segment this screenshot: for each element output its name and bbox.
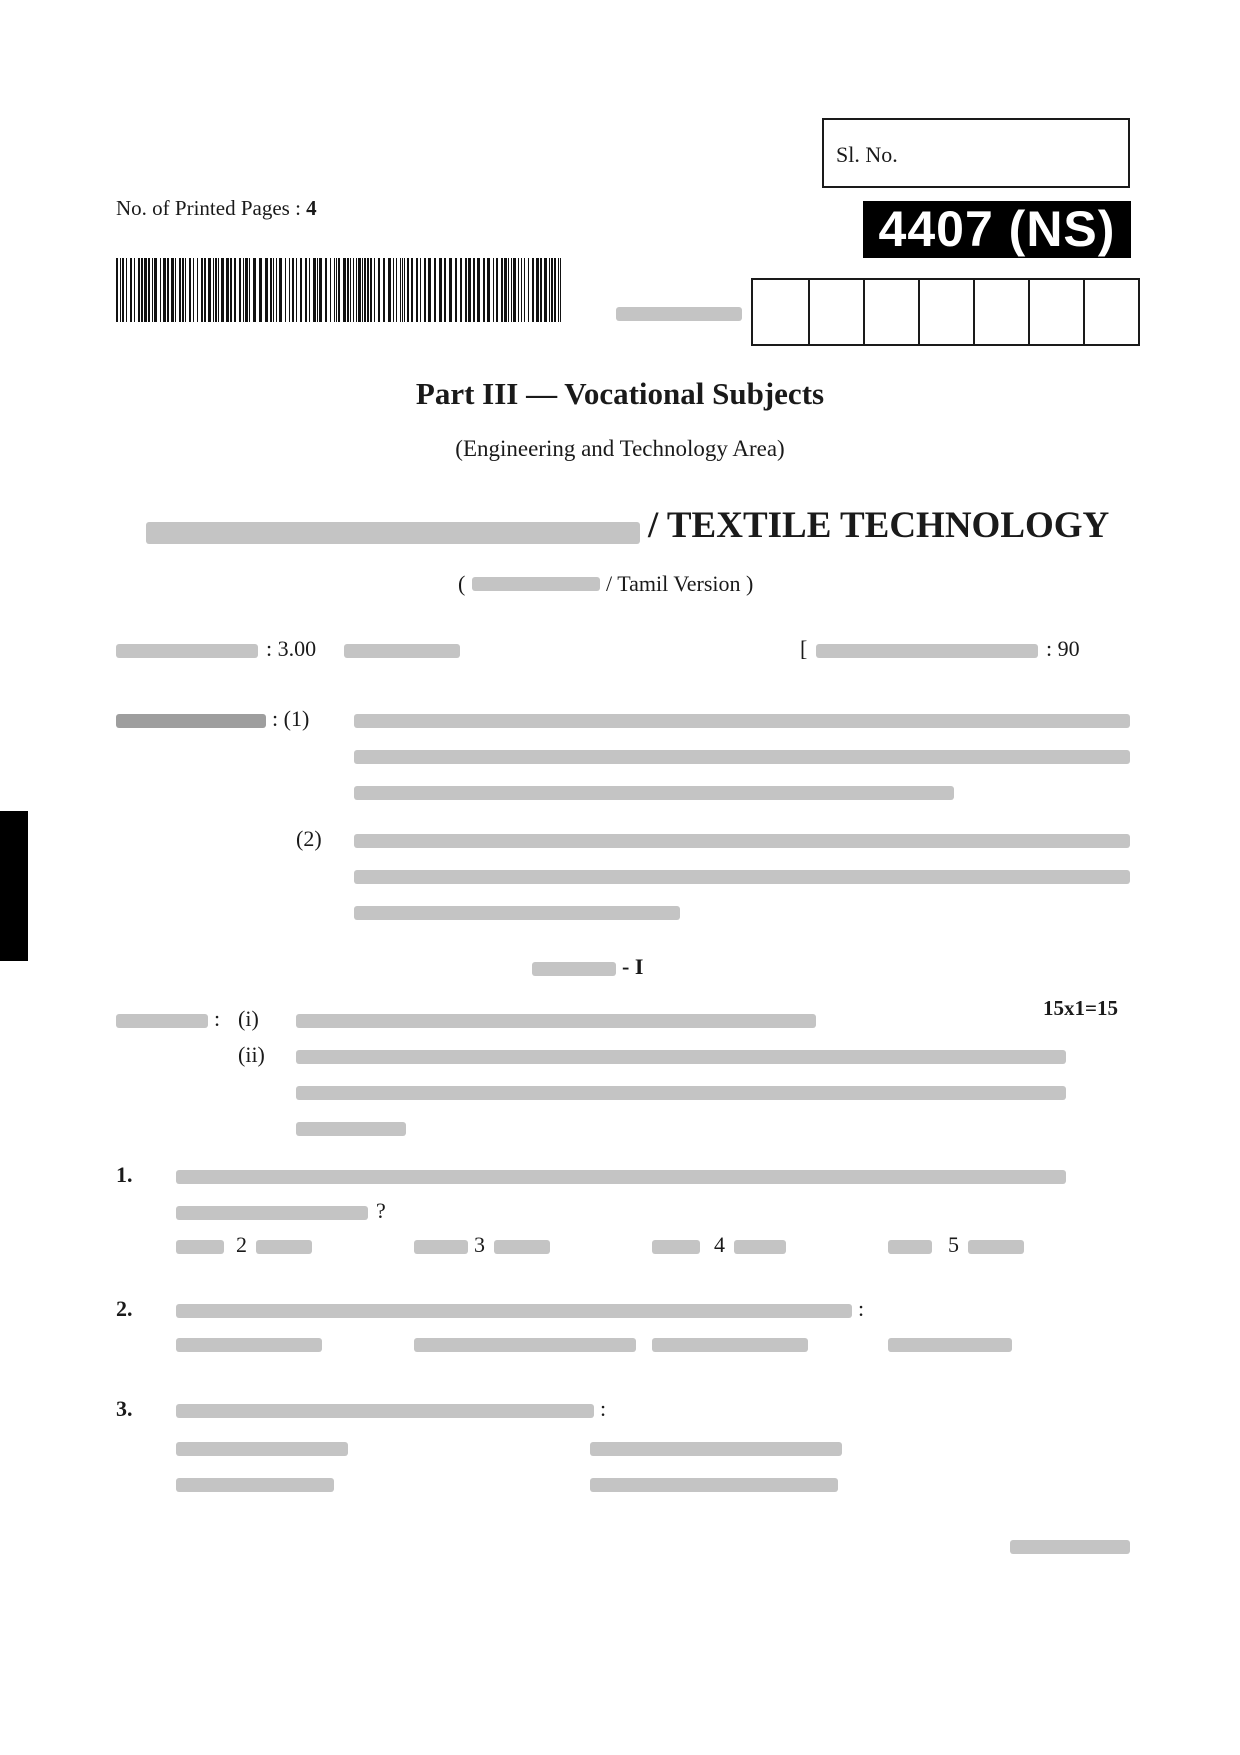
barcode-stripe xyxy=(221,258,224,322)
barcode-stripe xyxy=(364,258,366,322)
question-2-suffix: : xyxy=(858,1296,865,1321)
note-1-text xyxy=(296,1014,816,1028)
note-2-line-3 xyxy=(296,1122,406,1136)
barcode-stripe xyxy=(402,258,403,322)
barcode-stripe xyxy=(289,258,290,322)
barcode-stripe xyxy=(396,258,397,322)
note-2-line-1 xyxy=(296,1050,1066,1064)
barcode-stripe xyxy=(144,258,147,322)
question-1-line-2 xyxy=(176,1206,368,1220)
barcode-stripe xyxy=(411,258,413,322)
barcode-stripe xyxy=(171,258,174,322)
question-1-line-1 xyxy=(176,1170,1066,1184)
barcode-stripe xyxy=(549,258,550,322)
q3-option-c xyxy=(176,1478,334,1492)
instruction-1-line-1 xyxy=(354,714,1130,728)
question-3-text xyxy=(176,1404,594,1418)
part-title: Part III — Vocational Subjects xyxy=(415,376,825,411)
barcode-stripe xyxy=(226,258,229,322)
barcode-stripe xyxy=(536,258,539,322)
barcode-stripe xyxy=(528,258,529,322)
printed-pages-label: No. of Printed Pages : xyxy=(116,196,301,220)
total-marks-bracket: [ xyxy=(800,636,808,661)
total-marks-label-tamil xyxy=(816,644,1038,658)
barcode-stripe xyxy=(330,258,331,322)
barcode-stripe xyxy=(347,258,349,322)
barcode-stripe xyxy=(230,258,232,322)
total-marks-value: : 90 xyxy=(1046,636,1080,661)
q2-option-c xyxy=(652,1338,808,1352)
barcode-stripe xyxy=(273,258,274,322)
barcode-stripe xyxy=(460,258,462,322)
version-english: / Tamil Version ) xyxy=(606,571,754,596)
q3-option-b xyxy=(590,1442,842,1456)
printed-pages-value: 4 xyxy=(306,196,317,220)
barcode-stripe xyxy=(276,258,277,322)
section-label-number: - I xyxy=(622,954,644,979)
barcode-stripe xyxy=(300,258,302,322)
barcode-stripe xyxy=(325,258,327,322)
barcode-stripe xyxy=(292,258,294,322)
instruction-2-line-2 xyxy=(354,870,1130,884)
barcode-stripe xyxy=(193,258,194,322)
barcode-stripe xyxy=(444,258,446,322)
barcode-stripe xyxy=(532,258,534,322)
register-digit-cell xyxy=(863,280,918,344)
barcode-stripe xyxy=(116,258,118,322)
barcode-stripe xyxy=(473,258,475,322)
barcode-stripe xyxy=(279,258,282,322)
register-digit-cell xyxy=(1028,280,1083,344)
barcode-stripe xyxy=(259,258,262,322)
barcode-stripe xyxy=(215,258,217,322)
instructions-colon-number: : (1) xyxy=(272,706,310,731)
barcode-stripe xyxy=(189,258,191,322)
printed-pages xyxy=(116,196,317,221)
barcode-stripe xyxy=(126,258,127,322)
barcode-stripe xyxy=(319,258,322,322)
barcode-stripe xyxy=(163,258,166,322)
instruction-2-line-3 xyxy=(354,906,680,920)
register-number-label-tamil xyxy=(616,307,742,321)
barcode-stripe xyxy=(400,258,401,322)
instruction-2-number: (2) xyxy=(296,826,322,851)
barcode-stripe xyxy=(305,258,307,322)
barcode-stripe xyxy=(388,258,391,322)
barcode-stripe xyxy=(338,258,340,322)
barcode-stripe xyxy=(175,258,176,322)
version-tamil xyxy=(472,577,600,591)
note-heading-tamil xyxy=(116,1014,208,1028)
question-3-suffix: : xyxy=(600,1396,607,1421)
question-2-number: 2. xyxy=(116,1296,133,1321)
barcode-stripe xyxy=(439,258,442,322)
q1-option-d-number: 5 xyxy=(948,1232,959,1257)
barcode-stripe xyxy=(356,258,357,322)
barcode-stripe xyxy=(343,258,346,322)
serial-number-label: Sl. No. xyxy=(836,142,898,167)
barcode-stripe xyxy=(317,258,318,322)
barcode-stripe xyxy=(201,258,203,322)
q1-option-d-unit xyxy=(968,1240,1024,1254)
barcode-stripe xyxy=(393,258,394,322)
barcode-stripe xyxy=(434,258,436,322)
q1-option-d-marker xyxy=(888,1240,932,1254)
barcode-stripe xyxy=(420,258,421,322)
barcode-stripe xyxy=(493,258,494,322)
barcode-stripe xyxy=(160,258,161,322)
instruction-1-line-3 xyxy=(354,786,954,800)
barcode-stripe xyxy=(496,258,498,322)
q1-option-c-unit xyxy=(734,1240,786,1254)
note-2-line-2 xyxy=(296,1086,1066,1100)
barcode-stripe xyxy=(560,258,561,322)
barcode-stripe xyxy=(554,258,556,322)
barcode-stripe xyxy=(487,258,490,322)
barcode-stripe xyxy=(296,258,297,322)
barcode-stripe xyxy=(120,258,121,322)
barcode-stripe xyxy=(182,258,184,322)
barcode-stripe xyxy=(513,258,516,322)
instruction-1-line-2 xyxy=(354,750,1130,764)
barcode-stripe xyxy=(428,258,431,322)
register-number-grid xyxy=(751,278,1140,346)
barcode-stripe xyxy=(477,258,480,322)
barcode-stripe xyxy=(374,258,375,322)
barcode-stripe xyxy=(416,258,418,322)
subject-title-tamil xyxy=(146,522,640,544)
barcode-stripe xyxy=(367,258,369,322)
barcode-stripe xyxy=(243,258,244,322)
barcode-stripe xyxy=(358,258,361,322)
barcode-stripe xyxy=(141,258,143,322)
area-subtitle: (Engineering and Technology Area) xyxy=(455,436,785,461)
barcode-stripe xyxy=(518,258,519,322)
barcode-stripe xyxy=(234,258,236,322)
question-3-number: 3. xyxy=(116,1396,133,1421)
register-digit-cell xyxy=(753,280,808,344)
barcode-stripe xyxy=(404,258,405,322)
barcode-stripe xyxy=(370,258,372,322)
barcode-stripe xyxy=(449,258,452,322)
barcode-stripe xyxy=(508,258,509,322)
barcode-stripe xyxy=(253,258,256,322)
barcode-stripe xyxy=(154,258,157,322)
duration-value: : 3.00 xyxy=(266,636,317,661)
q1-option-a-unit xyxy=(256,1240,312,1254)
barcode-stripe xyxy=(353,258,354,322)
register-digit-cell xyxy=(808,280,863,344)
barcode-stripe xyxy=(350,258,351,322)
barcode-stripe xyxy=(383,258,385,322)
barcode-stripe xyxy=(213,258,214,322)
subject-title-english: / TEXTILE TECHNOLOGY xyxy=(648,505,1110,546)
barcode-image xyxy=(116,258,564,322)
barcode-stripe xyxy=(465,258,467,322)
barcode-stripe xyxy=(558,258,559,322)
barcode-stripe xyxy=(483,258,485,322)
barcode-stripe xyxy=(544,258,547,322)
barcode-stripe xyxy=(130,258,132,322)
barcode-stripe xyxy=(334,258,335,322)
barcode-stripe xyxy=(245,258,248,322)
barcode-stripe xyxy=(185,258,186,322)
q2-option-b xyxy=(414,1338,636,1352)
duration-label-tamil xyxy=(116,644,258,658)
barcode-stripe xyxy=(285,258,286,322)
page-turn-tamil xyxy=(1010,1540,1130,1554)
q2-option-d xyxy=(888,1338,1012,1352)
q1-option-b-unit xyxy=(494,1240,550,1254)
question-1-number: 1. xyxy=(116,1162,133,1187)
barcode-stripe xyxy=(167,258,169,322)
barcode-stripe xyxy=(239,258,241,322)
register-digit-cell xyxy=(918,280,973,344)
barcode-stripe xyxy=(504,258,507,322)
barcode-stripe xyxy=(313,258,316,322)
q2-option-a xyxy=(176,1338,322,1352)
barcode-stripe xyxy=(551,258,553,322)
q3-option-d xyxy=(590,1478,838,1492)
barcode-stripe xyxy=(511,258,512,322)
question-2-text xyxy=(176,1304,852,1318)
barcode-stripe xyxy=(455,258,457,322)
note-2-number: (ii) xyxy=(238,1042,265,1067)
q3-option-a xyxy=(176,1442,348,1456)
barcode-stripe xyxy=(179,258,181,322)
version-open-paren: ( xyxy=(458,571,466,596)
q1-option-b-marker xyxy=(414,1240,468,1254)
barcode-stripe xyxy=(540,258,542,322)
q1-option-c-number: 4 xyxy=(714,1232,725,1257)
barcode-stripe xyxy=(122,258,124,322)
note-1-number: (i) xyxy=(238,1006,259,1031)
q1-option-a-number: 2 xyxy=(236,1232,247,1257)
section-marks: 15x1=15 xyxy=(1043,996,1118,1020)
register-digit-cell xyxy=(1083,280,1138,344)
duration-unit-tamil xyxy=(344,644,460,658)
instruction-2-line-1 xyxy=(354,834,1130,848)
barcode-stripe xyxy=(138,258,140,322)
q1-option-a-marker xyxy=(176,1240,224,1254)
barcode-stripe xyxy=(362,258,363,322)
barcode-stripe xyxy=(148,258,150,322)
barcode-stripe xyxy=(378,258,380,322)
barcode-stripe xyxy=(524,258,525,322)
barcode-stripe xyxy=(424,258,426,322)
barcode-stripe xyxy=(249,258,250,322)
section-label-tamil xyxy=(532,962,616,976)
barcode-stripe xyxy=(218,258,219,322)
q1-option-b-number: 3 xyxy=(474,1232,485,1257)
barcode-stripe xyxy=(270,258,272,322)
barcode-stripe xyxy=(468,258,471,322)
barcode-stripe xyxy=(208,258,211,322)
register-digit-cell xyxy=(973,280,1028,344)
q1-option-c-marker xyxy=(652,1240,700,1254)
barcode-stripe xyxy=(407,258,409,322)
barcode-stripe xyxy=(265,258,268,322)
instructions-heading-tamil xyxy=(116,714,266,728)
barcode-stripe xyxy=(309,258,310,322)
barcode-stripe xyxy=(501,258,503,322)
margin-black-bar xyxy=(0,811,28,961)
barcode-stripe xyxy=(336,258,337,322)
note-colon: : xyxy=(214,1006,221,1031)
paper-code-badge: 4407 (NS) xyxy=(863,201,1131,258)
barcode-stripe xyxy=(152,258,153,322)
barcode-stripe xyxy=(521,258,522,322)
question-1-suffix: ? xyxy=(376,1198,386,1223)
barcode-stripe xyxy=(134,258,135,322)
barcode-stripe xyxy=(204,258,206,322)
barcode-stripe xyxy=(197,258,198,322)
